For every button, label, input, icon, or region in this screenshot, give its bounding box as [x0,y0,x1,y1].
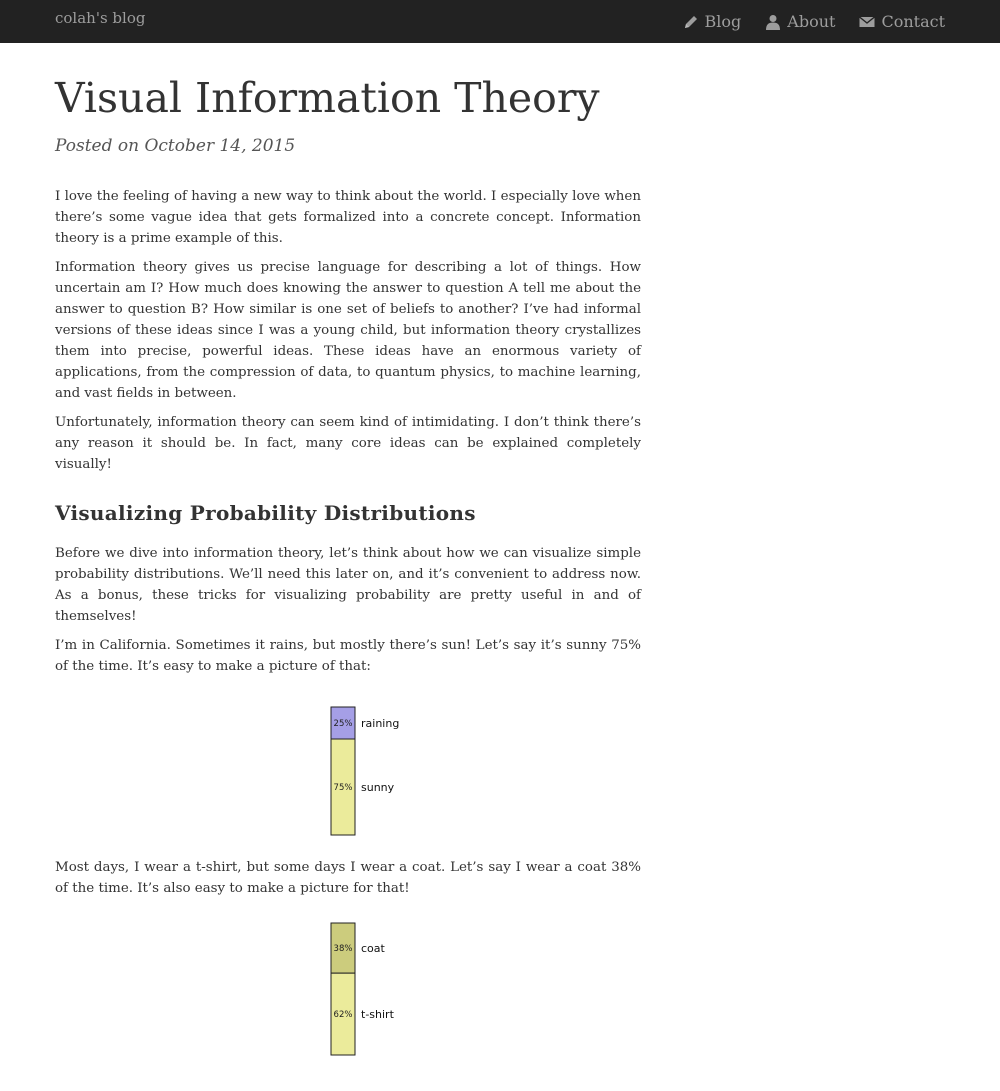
nav-link-blog-label: Blog [704,12,742,31]
percent-label-sunny: 75% [333,783,353,793]
intro-paragraph-1: I love the feeling of having a new way to think about the world. I especially love when there’s some vague idea that gets formalized into a concrete concept. Information theory is a prime example of this. [55,189,641,246]
percent-label-t-shirt: 62% [333,1010,353,1021]
category-label-t-shirt: t-shirt [361,1008,394,1022]
weather-distribution-chart [55,685,641,857]
intro-paragraph-2: Information theory gives us precise language for describing a lot of things. How uncertain am I? How much does knowing the answer to question A tell me about the answer to question B? How similar is one set of beliefs to another? I’ve had informal versions of these ideas since I was a young child, but information theory crystallizes them into precise, powerful ideas. These ideas have an enormous variety of applications, from the compression of data, to quantum physics, to machine learning, and vast fields in between. [55,260,641,401]
nav-link-blog[interactable] [683,12,742,31]
post-content [55,70,641,1087]
nav-link-contact-label: Contact [881,12,945,31]
percent-label-coat: 38% [333,944,353,955]
weather-distribution-figure [55,685,641,857]
section-heading: Visualizing Probability Distributions [55,501,476,525]
navbar [0,0,1000,43]
nav-links [659,0,945,43]
category-label-sunny: sunny [361,781,395,794]
envelope-icon [859,15,875,29]
nav-link-about[interactable] [765,12,835,31]
percent-label-raining: 25% [333,719,353,729]
nav-link-about-label: About [787,12,836,31]
category-label-raining: raining [361,717,400,730]
intro-paragraph-3: Unfortunately, information theory can seem kind of intimidating. I don’t think there’s any reason it should be. In fact, many core ideas can be explained completely visually! [55,415,641,472]
pencil-icon [683,14,699,30]
post-date: Posted on October 14, 2015 [55,136,296,156]
section-paragraph-1: Before we dive into information theory, let’s think about how we can visualize simple probability distributions. We’ll need this later on, and it’s convenient to address now. As a bonus, these tricks for visualizing probability are pretty useful in and of themselves! [55,546,641,624]
post-title: Visual Information Theory [55,74,600,122]
brand-link[interactable]: colah's blog [55,9,146,27]
category-label-coat: coat [361,942,385,956]
section-paragraph-2: I’m in California. Sometimes it rains, but mostly there’s sun! Let’s say it’s sunny 75% of the time. It’s easy to make a picture of that: [55,638,641,674]
paragraph-after-figure-1: Most days, I wear a t-shirt, but some days I wear a coat. Let’s say I wear a coat 38% of the time. It’s also easy to make a picture for that! [55,860,641,896]
person-icon [765,14,781,30]
clothing-distribution-figure [55,907,641,1087]
nav-link-contact[interactable] [859,12,945,31]
clothing-distribution-chart [55,907,641,1087]
